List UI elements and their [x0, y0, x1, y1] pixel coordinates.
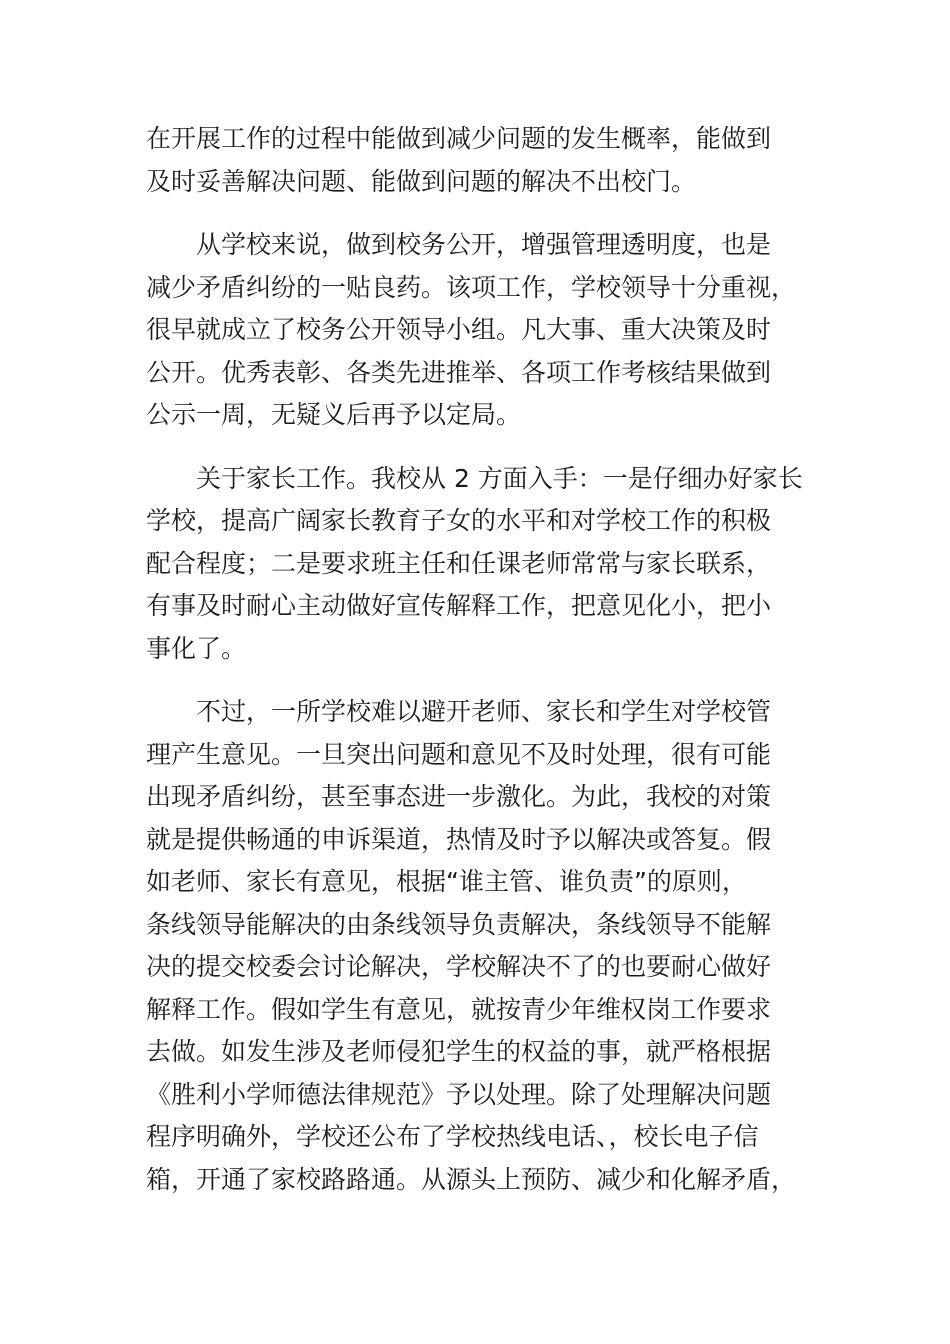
text-line: 出现矛盾纠纷，甚至事态进一步激化。为此，我校的对策 — [146, 782, 772, 811]
text-line: 去做。如发生涉及老师侵犯学生的权益的事，就严格根据 — [146, 1037, 772, 1066]
text-line: 有事及时耐心主动做好宣传解释工作，把意见化小，把小 — [146, 591, 772, 620]
paragraph-1 — [146, 118, 826, 203]
document-body — [146, 118, 826, 1222]
text-line: 《胜利小学师德法律规范》予以处理。除了处理解决问题 — [146, 1079, 772, 1109]
text-line: 条线领导能解决的由条线领导负责解决，条线领导不能解 — [146, 909, 772, 939]
text-line: 就是提供畅通的申诉渠道，热情及时予以解决或答复。假 — [146, 824, 772, 854]
text-line: 解释工作。假如学生有意见，就按青少年维权岗工作要求 — [146, 994, 772, 1024]
text-line: 从学校来说，做到校务公开，增强管理透明度，也是 — [196, 230, 772, 259]
text-line: 学校，提高广阔家长教育子女的水平和对学校工作的积极 — [146, 506, 772, 535]
text-line: 公示一周，无疑义后再予以定局。 — [146, 400, 522, 429]
text-line: 箱，开通了家校路路通。从源头上预防、减少和化解矛盾， — [146, 1164, 797, 1194]
paragraph-2 — [146, 224, 826, 437]
text-line: 理产生意见。一旦突出问题和意见不及时处理，很有可能 — [146, 739, 772, 769]
paragraph-3 — [146, 458, 826, 671]
text-line: 关于家长工作。我校从 2 方面入手：一是仔细办好家长 — [196, 463, 803, 493]
text-line: 决的提交校委会讨论解决，学校解决不了的也要耐心做好 — [146, 952, 772, 981]
paragraph-4 — [146, 691, 826, 1201]
text-line: 如老师、家长有意见，根据“谁主管、谁负责”的原则， — [146, 867, 747, 896]
text-line: 事化了。 — [146, 633, 247, 663]
text-line: 配合程度；二是要求班主任和任课老师常常与家长联系， — [146, 548, 772, 578]
text-line: 减少矛盾纠纷的一贴良药。该项工作，学校领导十分重视， — [146, 272, 797, 302]
text-line: 在开展工作的过程中能做到减少问题的发生概率，能做到 — [146, 124, 772, 153]
text-line: 及时妥善解决问题、能做到问题的解决不出校门。 — [146, 166, 697, 196]
text-line: 程序明确外，学校还公布了学校热线电话、，校长电子信 — [146, 1122, 759, 1151]
text-line: 不过，一所学校难以避开老师、家长和学生对学校管 — [196, 697, 772, 726]
text-line: 很早就成立了校务公开领导小组。凡大事、重大决策及时 — [146, 315, 772, 344]
text-line: 公开。优秀表彰、各类先进推举、各项工作考核结果做到 — [146, 357, 772, 387]
